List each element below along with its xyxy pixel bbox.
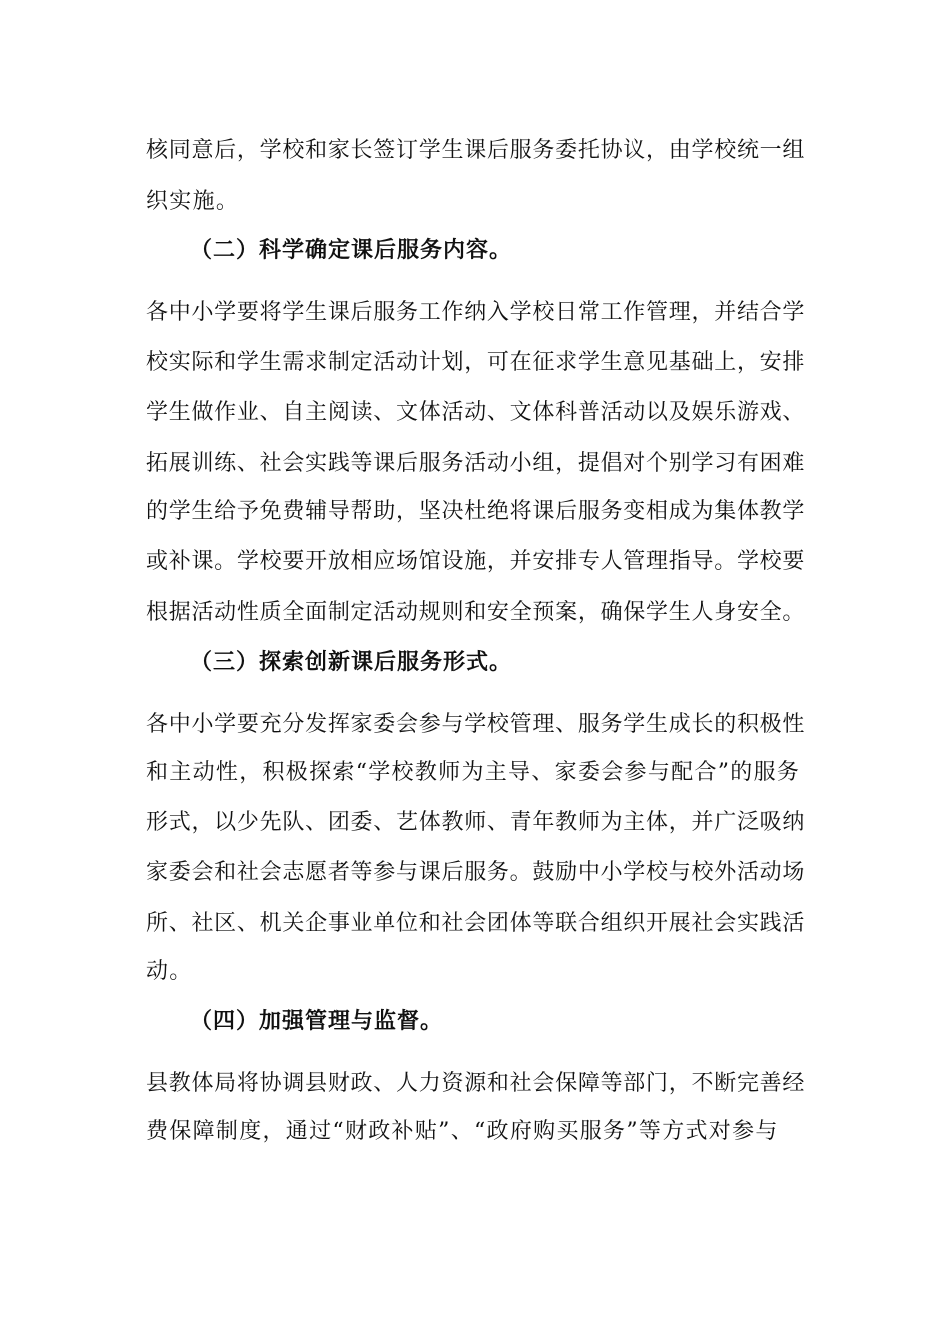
paragraph-line: 家委会和社会志愿者等参与课后服务。鼓励中小学校与校外活动场 (146, 860, 806, 885)
paragraph-line: 和主动性，积极探索“学校教师为主导、家委会参与配合”的服务 (146, 760, 801, 785)
paragraph-line: 各中小学要将学生课后服务工作纳入学校日常工作管理，并结合学 (146, 300, 806, 325)
paragraph-line: 拓展训练、社会实践等课后服务活动小组，提倡对个别学习有困难 (146, 451, 806, 476)
paragraph-line: 县教体局将协调县财政、人力资源和社会保障等部门，不断完善经 (146, 1071, 806, 1096)
paragraph-line: 动。 (146, 959, 193, 984)
section-heading: （三）探索创新课后服务形式。 (190, 650, 513, 675)
paragraph-line: 织实施。 (146, 189, 240, 214)
paragraph-line: 的学生给予免费辅导帮助，坚决杜绝将课后服务变相成为集体教学 (146, 499, 806, 524)
paragraph-line: 根据活动性质全面制定活动规则和安全预案，确保学生人身安全。 (146, 600, 806, 625)
section-heading: （四）加强管理与监督。 (190, 1009, 444, 1034)
section-heading: （二）科学确定课后服务内容。 (190, 238, 513, 263)
paragraph-line: 学生做作业、自主阅读、文体活动、文体科普活动以及娱乐游戏、 (146, 400, 806, 425)
paragraph-line: 或补课。学校要开放相应场馆设施，并安排专人管理指导。学校要 (146, 549, 806, 574)
paragraph-line: 形式，以少先队、团委、艺体教师、青年教师为主体，并广泛吸纳 (146, 810, 806, 835)
paragraph-line: 各中小学要充分发挥家委会参与学校管理、服务学生成长的积极性 (146, 712, 806, 737)
paragraph-line: 费保障制度，通过“财政补贴”、“政府购买服务”等方式对参与 (146, 1119, 779, 1144)
paragraph-line: 校实际和学生需求制定活动计划，可在征求学生意见基础上，安排 (146, 350, 806, 375)
paragraph-line: 所、社区、机关企事业单位和社会团体等联合组织开展社会实践活 (146, 911, 806, 936)
paragraph-line: 核同意后，学校和家长签订学生课后服务委托协议，由学校统一组 (146, 138, 806, 163)
